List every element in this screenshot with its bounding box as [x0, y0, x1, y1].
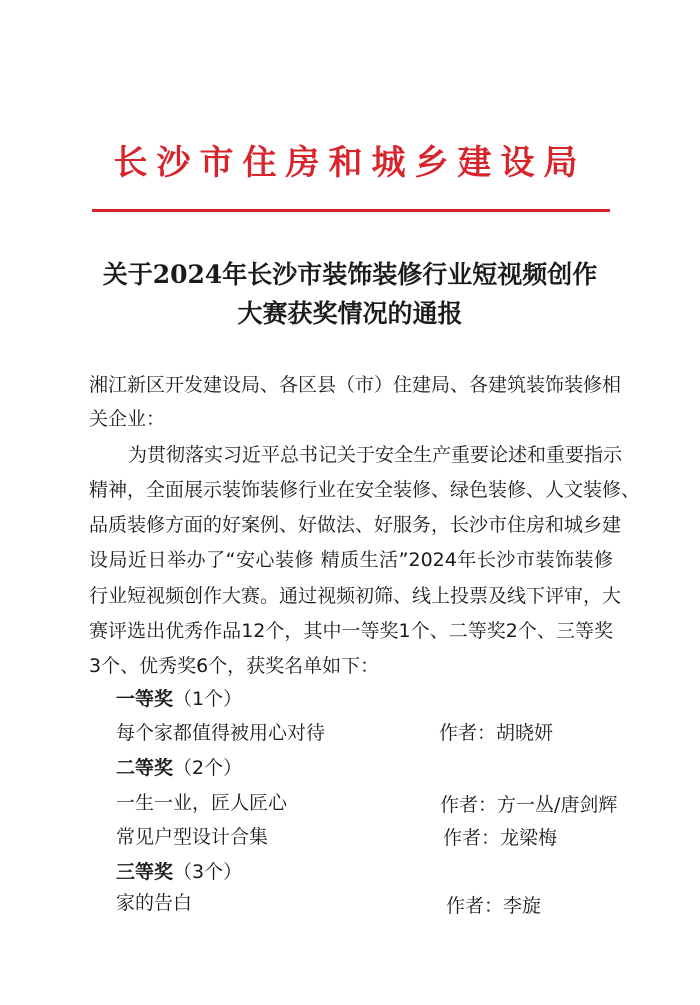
body-paragraph-line: 精神，全面展示装饰装修行业在安全装修、绿色装修、人文装修、 [89, 479, 641, 501]
award-title: 三等奖 [116, 861, 174, 883]
body-paragraph-line: 行业短视频创作大赛。通过视频初筛、线上投票及线下评审，大 [89, 585, 622, 607]
award-heading-second [116, 753, 242, 780]
award-entry-work: 家的告白 [116, 892, 193, 914]
award-entry-author: 作者：胡晓妍 [439, 722, 554, 744]
recipients-line-2: 关企业： [89, 408, 166, 430]
award-count: （3个） [173, 861, 243, 883]
body-paragraph-line: 品质装修方面的好案例、好做法、好服务，长沙市住房和城乡建 [89, 514, 622, 536]
award-count: （1个） [173, 688, 243, 710]
award-title: 一等奖 [116, 688, 174, 710]
award-entry-author: 作者：龙梁梅 [443, 827, 558, 849]
body-paragraph-line: 3个、优秀奖6个，获奖名单如下： [89, 655, 380, 677]
award-count: （2个） [173, 757, 243, 779]
body-paragraph-line: 为贯彻落实习近平总书记关于安全生产重要论述和重要指示 [128, 444, 623, 466]
header-red-rule [92, 209, 610, 212]
award-title: 二等奖 [116, 757, 174, 779]
award-entry-work: 常见户型设计合集 [116, 826, 269, 848]
body-paragraph-line: 赛评选出优秀作品12个，其中一等奖1个、二等奖2个、三等奖 [89, 620, 613, 642]
document-title-line-1: 关于2024年长沙市装饰装修行业短视频创作 [102, 260, 598, 289]
issuing-organization: 长沙市住房和城乡建设局 [113, 143, 587, 183]
document-title-line-2: 大赛获奖情况的通报 [237, 299, 463, 328]
recipients-line-1: 湘江新区开发建设局、各区县（市）住建局、各建筑装饰装修相 [89, 374, 622, 396]
award-entry-work: 每个家都值得被用心对待 [116, 722, 326, 744]
award-entry-author: 作者：李旋 [446, 895, 542, 917]
award-heading-first [116, 684, 242, 711]
body-paragraph-line: 设局近日举办了“安心装修 精质生活”2024年长沙市装饰装修 [89, 549, 613, 571]
award-heading-third [116, 857, 242, 884]
award-entry-work: 一生一业，匠人匠心 [116, 792, 288, 814]
award-entry-author: 作者：方一丛/唐剑辉 [440, 794, 618, 816]
